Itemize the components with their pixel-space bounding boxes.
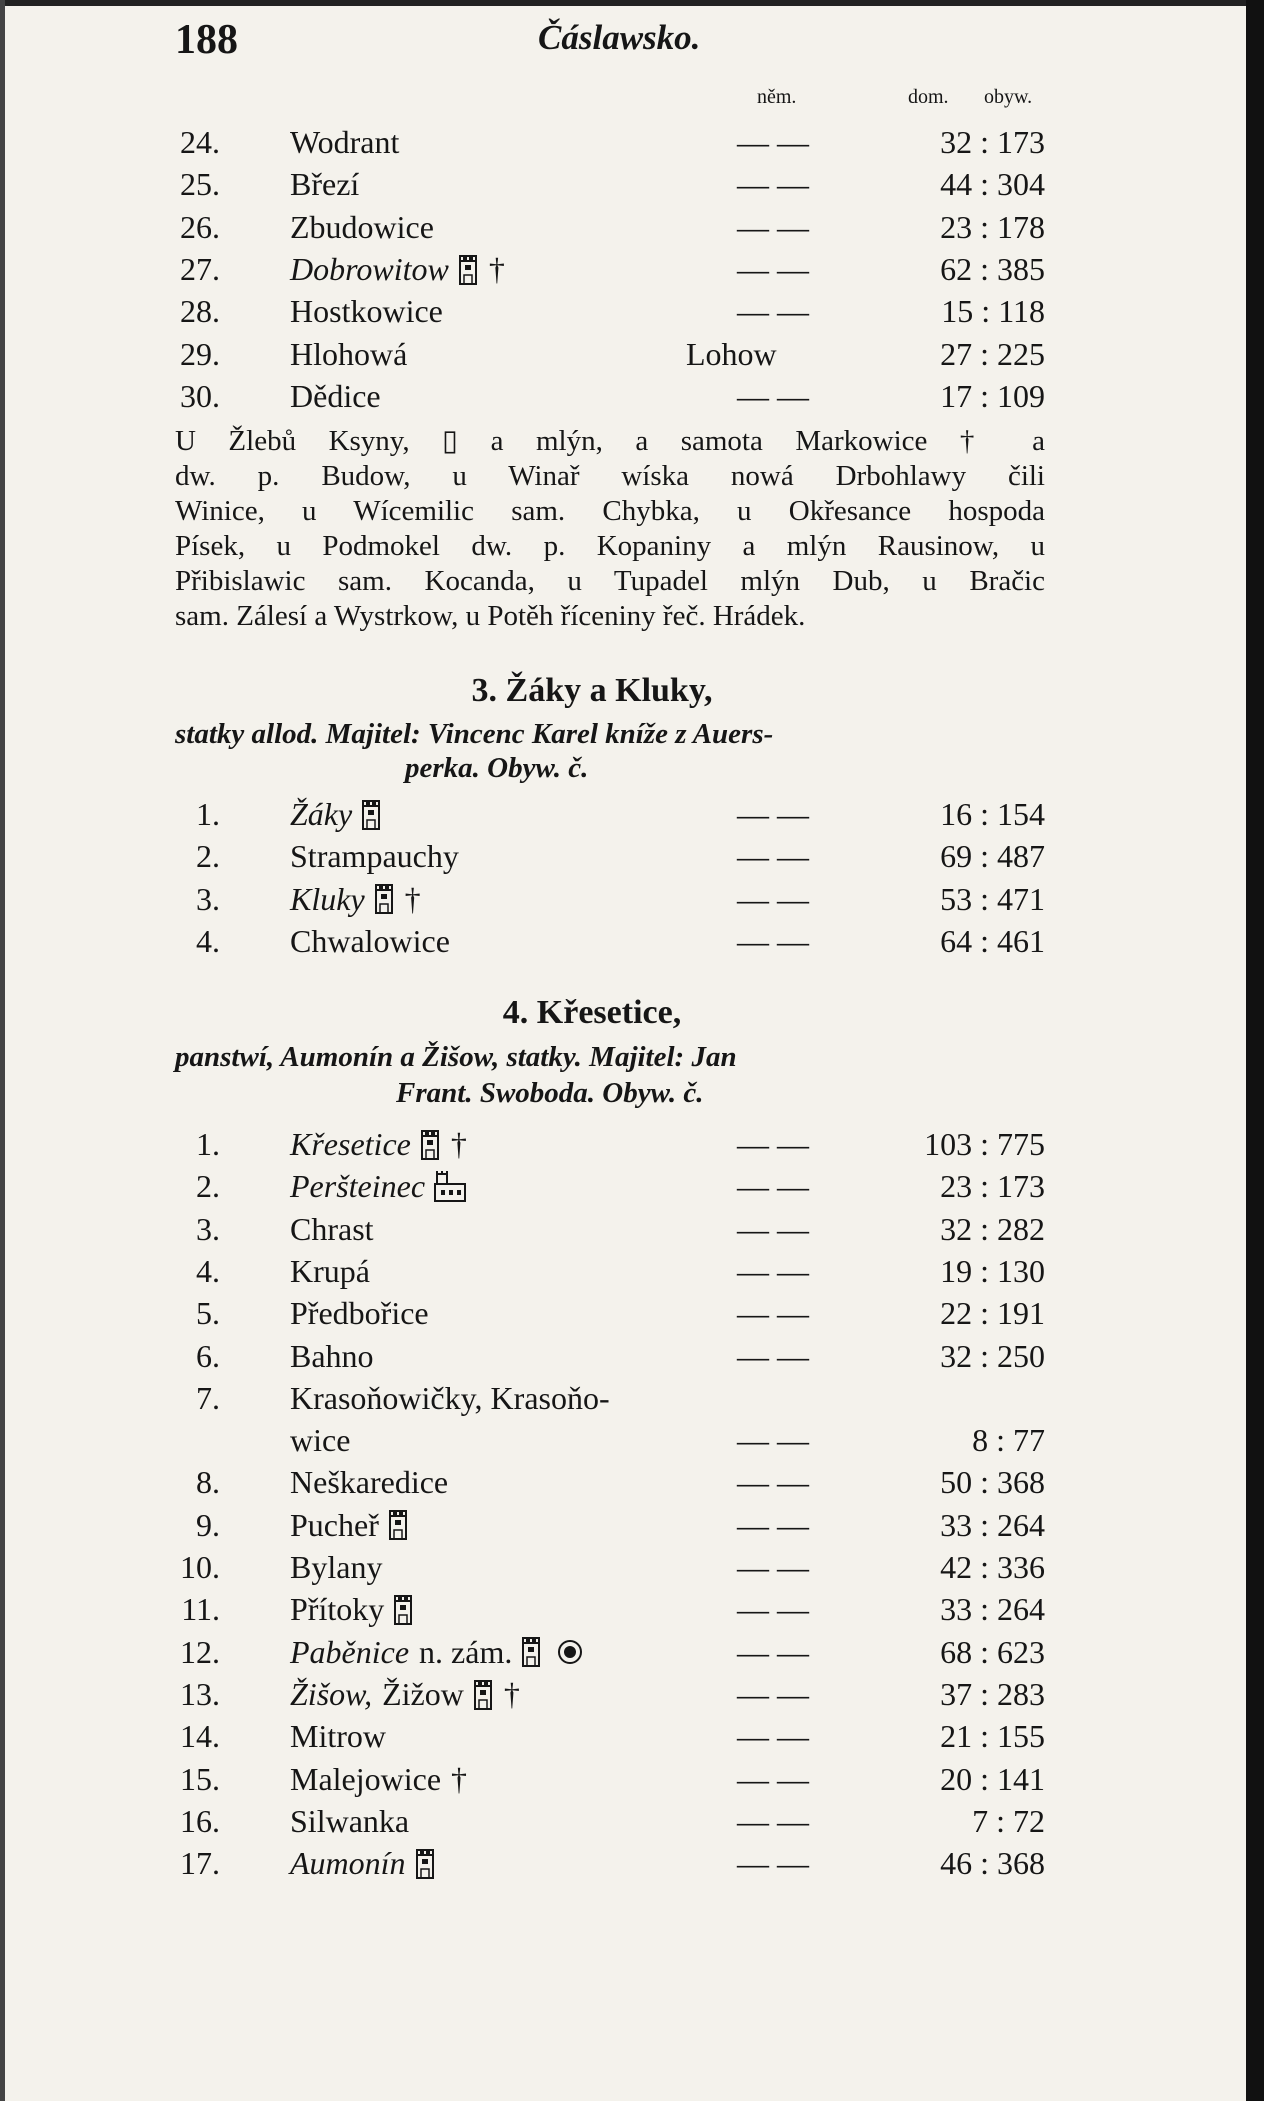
dash-placeholder: — —	[737, 208, 809, 245]
row-number: 3.	[196, 1210, 220, 1247]
row-number: 29.	[180, 335, 220, 372]
dash-placeholder: — —	[737, 880, 809, 917]
scan-edge-top	[0, 0, 1264, 6]
houses-inhabitants: 23 : 178	[940, 208, 1045, 245]
houses-inhabitants: 17 : 109	[940, 377, 1045, 414]
scan-edge-right	[1246, 0, 1264, 2101]
column-header-obyw: obyw.	[984, 86, 1033, 108]
castle-icon	[433, 1170, 467, 1210]
houses-inhabitants: 7 : 72	[972, 1802, 1045, 1839]
tower-icon	[414, 1847, 436, 1887]
tower-icon	[457, 253, 479, 293]
tower-icon	[373, 882, 395, 922]
houses-inhabitants: 27 : 225	[940, 335, 1045, 372]
dash-placeholder: — —	[737, 1760, 809, 1797]
dash-placeholder: — —	[737, 1718, 809, 1755]
place-name: Neškaredice	[290, 1464, 449, 1501]
houses-inhabitants: 37 : 283	[940, 1675, 1045, 1712]
place-name: Žišow, Žižow †	[290, 1676, 520, 1718]
row-number: 12.	[180, 1633, 220, 1670]
houses-inhabitants: 20 : 141	[940, 1760, 1045, 1797]
row-number: 26.	[180, 208, 220, 245]
houses-inhabitants: 32 : 250	[940, 1337, 1045, 1374]
section-4-heading: 4. Křesetice,	[502, 994, 682, 1031]
place-name: Křesetice †	[290, 1126, 467, 1168]
place-name: Mitrow	[290, 1718, 386, 1755]
houses-inhabitants: 19 : 130	[940, 1252, 1045, 1289]
place-name: Chwalowice	[290, 922, 450, 959]
row-number: 4.	[196, 1252, 220, 1289]
houses-inhabitants: 23 : 173	[940, 1168, 1045, 1205]
houses-inhabitants: 32 : 173	[940, 124, 1045, 160]
column-header-nem: něm.	[757, 86, 797, 108]
houses-inhabitants: 46 : 368	[940, 1845, 1045, 1882]
row-number: 4.	[196, 922, 220, 959]
row-number: 15.	[180, 1760, 220, 1797]
row-number: 17.	[180, 1845, 220, 1882]
houses-inhabitants: 64 : 461	[940, 922, 1045, 959]
place-name: wice	[290, 1422, 351, 1459]
place-name: Paběnice n. zám.	[290, 1634, 584, 1676]
place-name: Peršteinec	[290, 1168, 467, 1210]
row-number: 1.	[196, 796, 220, 832]
paragraph-line: U Žlebů Ksyny, ▯ a mlýn, a samota Markowice † a	[175, 425, 1045, 457]
houses-inhabitants: 50 : 368	[940, 1464, 1045, 1501]
dash-placeholder: — —	[737, 124, 809, 160]
row-number: 5.	[196, 1295, 220, 1332]
houses-inhabitants: 103 : 775	[924, 1126, 1045, 1162]
houses-inhabitants: 32 : 282	[940, 1210, 1045, 1247]
dash-placeholder: — —	[737, 1633, 809, 1670]
tower-icon	[392, 1593, 414, 1633]
column-header-dom: dom.	[908, 86, 949, 108]
cross-icon: †	[450, 1126, 467, 1162]
row-number: 27.	[180, 250, 220, 287]
dash-placeholder: — —	[737, 1126, 809, 1162]
row-number: 11.	[181, 1591, 220, 1628]
section-4-subtitle-line2: Frant. Swoboda. Obyw. č.	[396, 1077, 704, 1109]
running-head: Čáslawsko.	[538, 18, 701, 57]
tower-icon	[419, 1128, 441, 1168]
dash-placeholder: — —	[737, 1845, 809, 1882]
dash-placeholder: — —	[737, 293, 809, 330]
place-name: Dědice	[290, 377, 381, 414]
row-number: 10.	[180, 1549, 220, 1585]
place-name: Bahno	[290, 1337, 374, 1374]
section-4-subtitle-line1: panstwí, Aumonín a Žišow, statky. Majitel: Jan	[175, 1041, 737, 1073]
dash-placeholder: — —	[737, 1210, 809, 1247]
houses-inhabitants: 15 : 118	[941, 293, 1045, 330]
place-name: Kluky †	[290, 881, 421, 923]
dash-placeholder: — —	[737, 1337, 809, 1374]
place-name: Žáky	[290, 796, 382, 838]
row-number: 16.	[180, 1802, 220, 1839]
place-name-extra: Žižow	[382, 1675, 464, 1712]
row-number: 2.	[196, 1168, 220, 1205]
paragraph-line: Přibislawic sam. Kocanda, u Tupadel mlýn Dub, u Bračic	[175, 565, 1045, 597]
dash-placeholder: — —	[737, 1252, 809, 1289]
dash-placeholder: — —	[737, 838, 809, 875]
dash-placeholder: — —	[737, 1506, 809, 1543]
tower-icon	[520, 1635, 542, 1675]
paragraph-line: sam. Zálesí a Wystrkow, u Potěh říceniny řeč. Hrádek.	[175, 600, 806, 632]
houses-inhabitants: 33 : 264	[940, 1506, 1045, 1543]
dash-placeholder: — —	[737, 922, 809, 959]
row-number: 7.	[196, 1379, 220, 1416]
section-3-subtitle-line2: perka. Obyw. č.	[405, 752, 589, 784]
row-number: 6.	[196, 1337, 220, 1374]
scan-edge-left	[0, 0, 5, 2101]
cross-icon: †	[404, 880, 421, 917]
place-name: Hlohowá	[290, 335, 408, 372]
cross-icon: †	[488, 250, 505, 287]
houses-inhabitants: 68 : 623	[940, 1633, 1045, 1670]
dash-placeholder: — —	[737, 1675, 809, 1712]
section-3-heading: 3. Žáky a Kluky,	[471, 672, 713, 709]
dash-placeholder: — —	[737, 1295, 809, 1332]
place-name-extra: n. zám.	[419, 1633, 513, 1670]
cross-icon: †	[503, 1675, 520, 1712]
houses-inhabitants: 22 : 191	[940, 1295, 1045, 1332]
houses-inhabitants: 62 : 385	[940, 250, 1045, 287]
place-name: Pucheř	[290, 1507, 409, 1549]
place-name: Malejowice †	[290, 1760, 468, 1797]
circle-mark-icon	[556, 1637, 584, 1674]
paragraph-line: Winice, u Wícemilic sam. Chybka, u Okřesance hospoda	[175, 495, 1045, 527]
place-name: Strampauchy	[290, 838, 459, 875]
dash-placeholder: — —	[737, 250, 809, 287]
dash-placeholder: — —	[737, 1802, 809, 1839]
tower-icon	[387, 1508, 409, 1548]
row-number: 9.	[196, 1506, 220, 1543]
paragraph-line: Písek, u Podmokel dw. p. Kopaniny a mlýn Rausinow, u	[175, 530, 1045, 562]
row-number: 28.	[180, 293, 220, 330]
dash-placeholder: — —	[737, 377, 809, 414]
place-name: Wodrant	[290, 124, 400, 160]
place-name: Zbudowice	[290, 208, 434, 245]
hamlets-paragraph	[175, 424, 1045, 634]
dash-placeholder: — —	[737, 166, 809, 203]
place-name: Bylany	[290, 1549, 383, 1585]
tower-icon	[360, 798, 382, 838]
houses-inhabitants: 44 : 304	[940, 166, 1045, 203]
dash-placeholder: — —	[737, 1591, 809, 1628]
german-name: Lohow	[686, 335, 777, 372]
houses-inhabitants: 8 : 77	[972, 1422, 1045, 1459]
row-number: 25.	[180, 166, 220, 203]
dash-placeholder: — —	[737, 796, 809, 832]
cross-icon: †	[451, 1760, 468, 1797]
place-name: Hostkowice	[290, 293, 443, 330]
houses-inhabitants: 42 : 336	[940, 1549, 1045, 1585]
dash-placeholder: — —	[737, 1422, 809, 1459]
row-number: 24.	[180, 124, 220, 160]
place-name: Březí	[290, 166, 360, 203]
row-number: 8.	[196, 1464, 220, 1501]
place-name: Chrast	[290, 1210, 374, 1247]
row-number: 1.	[196, 1126, 220, 1162]
place-name: Předbořice	[290, 1295, 429, 1332]
dash-placeholder: — —	[737, 1168, 809, 1205]
section-3-subtitle-line1: statky allod. Majitel: Vincenc Karel kníže z Auers-	[175, 718, 774, 750]
houses-inhabitants: 69 : 487	[940, 838, 1045, 875]
row-number: 30.	[180, 377, 220, 414]
place-name: Aumonín	[290, 1845, 436, 1887]
place-name: Silwanka	[290, 1802, 410, 1839]
houses-inhabitants: 33 : 264	[940, 1591, 1045, 1628]
houses-inhabitants: 21 : 155	[940, 1718, 1045, 1755]
row-number: 13.	[180, 1675, 220, 1712]
page-number: 188	[175, 17, 238, 63]
dash-placeholder: — —	[737, 1549, 809, 1585]
place-name: Krasoňowičky, Krasoňo-	[290, 1379, 610, 1416]
row-number: 2.	[196, 838, 220, 875]
tower-icon	[472, 1678, 494, 1718]
place-name: Dobrowitow †	[290, 251, 505, 293]
houses-inhabitants: 53 : 471	[940, 880, 1045, 917]
place-name: Krupá	[290, 1252, 370, 1289]
dash-placeholder: — —	[737, 1464, 809, 1501]
place-name: Přítoky	[290, 1591, 414, 1633]
houses-inhabitants: 16 : 154	[940, 796, 1045, 832]
row-number: 14.	[180, 1718, 220, 1755]
row-number: 3.	[196, 880, 220, 917]
paragraph-line: dw. p. Budow, u Winař wíska nowá Drbohlawy čili	[175, 460, 1045, 492]
